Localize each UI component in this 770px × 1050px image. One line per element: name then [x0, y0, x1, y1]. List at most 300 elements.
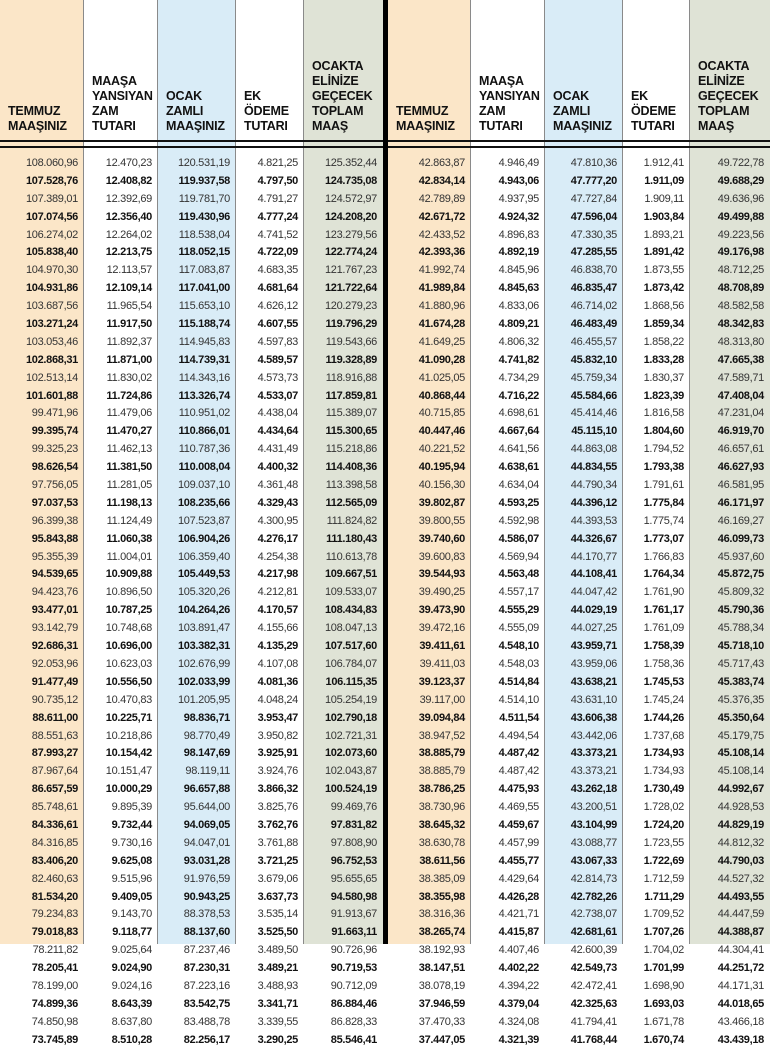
- cell-zam-tutari: 4.563,48: [498, 568, 539, 581]
- cell-ocak-zamli-maas: 110.008,04: [178, 461, 230, 474]
- table-row: [0, 692, 383, 710]
- cell-temmuz-maasi: 41.880,96: [418, 300, 465, 313]
- cell-ocak-zamli-maas: 90.943,25: [183, 890, 230, 903]
- cell-toplam-maas: 117.859,81: [325, 389, 377, 402]
- cell-toplam-maas: 99.469,76: [330, 801, 377, 814]
- cell-temmuz-maasi: 38.355,98: [418, 890, 465, 903]
- table-row: [388, 495, 770, 513]
- cell-toplam-maas: 102.043,87: [324, 765, 377, 778]
- table-row: [0, 960, 383, 978]
- cell-toplam-maas: 49.636,96: [717, 192, 764, 205]
- cell-ek-odeme: 1.794,52: [643, 443, 684, 456]
- cell-toplam-maas: 102.073,60: [324, 747, 377, 760]
- cell-zam-tutari: 4.586,07: [498, 532, 539, 545]
- cell-ek-odeme: 1.709,52: [643, 908, 684, 921]
- cell-toplam-maas: 115.218,86: [325, 443, 377, 456]
- cell-ocak-zamli-maas: 47.285,55: [570, 246, 617, 259]
- cell-zam-tutari: 11.479,06: [106, 407, 152, 420]
- table-row: [388, 1014, 770, 1032]
- cell-ek-odeme: 4.607,55: [257, 318, 298, 331]
- cell-ocak-zamli-maas: 45.832,10: [570, 353, 617, 366]
- cell-ek-odeme: 1.745,53: [643, 675, 684, 688]
- cell-ocak-zamli-maas: 43.200,51: [570, 801, 617, 814]
- cell-zam-tutari: 4.379,04: [498, 997, 539, 1010]
- cell-temmuz-maasi: 78.211,82: [32, 944, 78, 957]
- cell-ocak-zamli-maas: 98.836,71: [183, 711, 230, 724]
- table-row: [388, 459, 770, 477]
- cell-temmuz-maasi: 84.336,61: [31, 818, 78, 831]
- cell-toplam-maas: 48.342,83: [717, 318, 764, 331]
- table-row: [0, 227, 383, 245]
- cell-temmuz-maasi: 39.411,03: [419, 657, 465, 670]
- table-row: [388, 173, 770, 191]
- cell-ek-odeme: 4.438,04: [257, 407, 298, 420]
- cell-ek-odeme: 4.329,43: [257, 496, 298, 509]
- cell-ek-odeme: 4.212,81: [257, 586, 298, 599]
- table-row: [0, 996, 383, 1014]
- cell-toplam-maas: 44.388,87: [717, 926, 764, 939]
- cell-zam-tutari: 4.514,10: [498, 693, 539, 706]
- cell-ek-odeme: 1.734,93: [643, 765, 684, 778]
- cell-temmuz-maasi: 41.090,28: [418, 353, 465, 366]
- table-row: [388, 513, 770, 531]
- cell-temmuz-maasi: 42.834,14: [418, 174, 465, 187]
- header-rule: [388, 140, 770, 142]
- cell-ek-odeme: 4.777,24: [257, 210, 298, 223]
- cell-zam-tutari: 4.569,94: [498, 550, 539, 563]
- cell-toplam-maas: 43.439,18: [717, 1033, 764, 1046]
- cell-zam-tutari: 4.943,06: [498, 174, 539, 187]
- cell-toplam-maas: 45.937,60: [717, 550, 764, 563]
- cell-temmuz-maasi: 39.094,84: [418, 711, 465, 724]
- table-row: [0, 209, 383, 227]
- cell-toplam-maas: 124.572,97: [324, 192, 377, 205]
- cell-ek-odeme: 1.693,03: [643, 997, 684, 1010]
- table-row: [388, 996, 770, 1014]
- cell-temmuz-maasi: 38.265,74: [418, 926, 465, 939]
- cell-temmuz-maasi: 79.234,83: [31, 908, 78, 921]
- cell-temmuz-maasi: 92.053,96: [31, 657, 78, 670]
- cell-temmuz-maasi: 93.142,79: [31, 622, 78, 635]
- cell-ek-odeme: 1.761,90: [643, 586, 684, 599]
- cell-ocak-zamli-maas: 98.119,11: [185, 765, 230, 778]
- table-row: [0, 280, 383, 298]
- cell-zam-tutari: 10.909,88: [105, 568, 152, 581]
- cell-ek-odeme: 1.758,36: [643, 657, 684, 670]
- cell-toplam-maas: 44.790,03: [717, 854, 764, 867]
- cell-toplam-maas: 91.913,67: [330, 908, 377, 921]
- cell-zam-tutari: 10.000,29: [105, 783, 152, 796]
- cell-temmuz-maasi: 39.117,00: [419, 693, 465, 706]
- column-header-ocak-zamli-maas: OCAK ZAMLI MAAŞINIZ: [166, 89, 225, 133]
- cell-ocak-zamli-maas: 46.455,57: [570, 335, 617, 348]
- cell-temmuz-maasi: 38.885,79: [418, 747, 465, 760]
- cell-toplam-maas: 43.466,18: [717, 1015, 764, 1028]
- cell-ek-odeme: 1.745,24: [643, 693, 684, 706]
- cell-zam-tutari: 9.024,16: [111, 979, 152, 992]
- cell-ocak-zamli-maas: 43.262,18: [570, 783, 617, 796]
- cell-ek-odeme: 4.170,57: [257, 604, 298, 617]
- cell-temmuz-maasi: 99.395,74: [31, 425, 78, 438]
- table-row: [388, 924, 770, 942]
- cell-ek-odeme: 4.155,66: [257, 622, 298, 635]
- cell-ek-odeme: 1.909,11: [644, 192, 684, 205]
- table-row: [0, 531, 383, 549]
- cell-toplam-maas: 97.808,90: [330, 836, 377, 849]
- cell-ek-odeme: 1.903,84: [643, 210, 684, 223]
- cell-temmuz-maasi: 39.802,87: [418, 496, 465, 509]
- cell-ek-odeme: 1.873,42: [643, 282, 684, 295]
- cell-toplam-maas: 106.115,35: [325, 675, 377, 688]
- table-row: [0, 602, 383, 620]
- cell-temmuz-maasi: 41.674,28: [418, 318, 465, 331]
- cell-ek-odeme: 4.081,36: [257, 675, 298, 688]
- table-row: [0, 728, 383, 746]
- table-row: [388, 191, 770, 209]
- cell-ocak-zamli-maas: 45.584,66: [570, 389, 617, 402]
- cell-ocak-zamli-maas: 44.108,41: [570, 568, 617, 581]
- cell-ek-odeme: 4.135,29: [257, 640, 298, 653]
- cell-ocak-zamli-maas: 98.770,49: [183, 729, 230, 742]
- cell-toplam-maas: 91.663,11: [331, 926, 377, 939]
- cell-ek-odeme: 3.339,55: [257, 1015, 298, 1028]
- cell-toplam-maas: 48.708,89: [717, 282, 764, 295]
- cell-zam-tutari: 4.924,32: [498, 210, 539, 223]
- cell-temmuz-maasi: 84.316,85: [31, 836, 78, 849]
- cell-ek-odeme: 4.791,27: [257, 192, 298, 205]
- cell-zam-tutari: 12.408,82: [105, 174, 152, 187]
- table-row: [388, 942, 770, 960]
- cell-zam-tutari: 9.732,44: [111, 818, 152, 831]
- cell-temmuz-maasi: 108.060,96: [25, 157, 78, 169]
- cell-ek-odeme: 1.761,09: [643, 622, 684, 635]
- table-row: [0, 817, 383, 835]
- cell-zam-tutari: 4.716,22: [498, 389, 539, 402]
- cell-toplam-maas: 48.313,80: [717, 335, 764, 348]
- table-row: [388, 155, 770, 173]
- cell-temmuz-maasi: 38.385,09: [418, 872, 465, 885]
- cell-toplam-maas: 111.824,82: [326, 514, 377, 527]
- cell-toplam-maas: 100.524,19: [324, 783, 377, 796]
- cell-temmuz-maasi: 39.800,55: [418, 514, 465, 527]
- cell-ek-odeme: 4.821,25: [257, 157, 298, 169]
- cell-ek-odeme: 1.737,68: [643, 729, 684, 742]
- cell-ocak-zamli-maas: 88.137,60: [183, 926, 230, 939]
- cell-ocak-zamli-maas: 119.781,70: [178, 192, 230, 205]
- table-row: [0, 441, 383, 459]
- table-row: [388, 298, 770, 316]
- table-row: [388, 871, 770, 889]
- cell-temmuz-maasi: 74.899,36: [31, 997, 78, 1010]
- table-row: [0, 298, 383, 316]
- cell-ek-odeme: 1.670,74: [643, 1033, 684, 1046]
- cell-ek-odeme: 3.489,50: [257, 944, 298, 957]
- cell-ocak-zamli-maas: 47.330,35: [570, 228, 617, 241]
- cell-toplam-maas: 119.796,29: [325, 318, 377, 331]
- cell-ocak-zamli-maas: 94.069,05: [183, 818, 230, 831]
- cell-temmuz-maasi: 82.460,63: [31, 872, 78, 885]
- table-row: [388, 334, 770, 352]
- table-row: [0, 405, 383, 423]
- cell-toplam-maas: 109.667,51: [324, 568, 377, 581]
- cell-toplam-maas: 46.627,93: [717, 461, 764, 474]
- cell-ek-odeme: 4.217,98: [257, 568, 298, 581]
- cell-ek-odeme: 1.804,60: [643, 425, 684, 438]
- cell-toplam-maas: 44.928,53: [717, 801, 764, 814]
- table-row: [0, 316, 383, 334]
- cell-zam-tutari: 4.426,28: [498, 890, 539, 903]
- header-rule: [0, 146, 383, 148]
- column-header-toplam-maas: OCAKTA ELİNİZE GEÇECEK TOPLAM MAAŞ: [698, 59, 759, 133]
- cell-ocak-zamli-maas: 44.170,77: [570, 550, 617, 563]
- cell-ocak-zamli-maas: 114.343,16: [178, 371, 230, 384]
- table-row: [0, 853, 383, 871]
- cell-ek-odeme: 1.830,37: [643, 371, 684, 384]
- cell-zam-tutari: 10.225,71: [105, 711, 152, 724]
- cell-ek-odeme: 1.893,21: [643, 228, 684, 241]
- cell-temmuz-maasi: 40.221,52: [418, 443, 465, 456]
- cell-temmuz-maasi: 102.513,14: [25, 371, 78, 384]
- cell-ek-odeme: 3.950,82: [257, 729, 298, 742]
- table-row: [0, 334, 383, 352]
- cell-toplam-maas: 44.829,19: [717, 818, 764, 831]
- cell-ocak-zamli-maas: 43.638,21: [570, 675, 617, 688]
- cell-ocak-zamli-maas: 46.714,02: [570, 300, 617, 313]
- cell-ek-odeme: 3.762,76: [257, 818, 298, 831]
- table-row: [388, 763, 770, 781]
- table-row: [0, 1014, 383, 1032]
- cell-ocak-zamli-maas: 98.147,69: [183, 747, 230, 760]
- table-row: [388, 728, 770, 746]
- cell-temmuz-maasi: 39.473,90: [418, 604, 465, 617]
- cell-ek-odeme: 4.300,95: [257, 514, 298, 527]
- cell-toplam-maas: 44.171,31: [717, 979, 764, 992]
- cell-toplam-maas: 96.752,53: [330, 854, 377, 867]
- cell-temmuz-maasi: 38.611,56: [419, 854, 465, 867]
- cell-ocak-zamli-maas: 43.104,99: [570, 818, 617, 831]
- cell-zam-tutari: 4.475,93: [498, 783, 539, 796]
- table-row: [0, 745, 383, 763]
- cell-zam-tutari: 4.455,77: [498, 854, 539, 867]
- table-row: [388, 566, 770, 584]
- table-row: [0, 620, 383, 638]
- cell-ek-odeme: 4.597,83: [257, 335, 298, 348]
- cell-ocak-zamli-maas: 114.739,31: [178, 353, 230, 366]
- cell-temmuz-maasi: 88.611,00: [32, 711, 78, 724]
- table-row: [0, 1032, 383, 1050]
- cell-temmuz-maasi: 94.423,76: [31, 586, 78, 599]
- cell-toplam-maas: 108.434,83: [324, 604, 377, 617]
- cell-zam-tutari: 4.494,54: [498, 729, 539, 742]
- cell-temmuz-maasi: 39.123,37: [418, 675, 465, 688]
- column-header-ocak-zamli-maas: OCAK ZAMLI MAAŞINIZ: [553, 89, 612, 133]
- cell-temmuz-maasi: 106.274,02: [25, 228, 78, 241]
- cell-temmuz-maasi: 107.389,01: [25, 192, 78, 205]
- table-row: [0, 763, 383, 781]
- cell-ocak-zamli-maas: 43.606,38: [570, 711, 617, 724]
- cell-temmuz-maasi: 40.156,30: [418, 479, 465, 492]
- cell-zam-tutari: 4.946,49: [498, 157, 539, 169]
- table-row: [388, 674, 770, 692]
- cell-ocak-zamli-maas: 118.052,15: [178, 246, 230, 259]
- cell-temmuz-maasi: 81.534,20: [31, 890, 78, 903]
- cell-zam-tutari: 4.809,21: [498, 318, 539, 331]
- cell-temmuz-maasi: 98.626,54: [31, 461, 78, 474]
- table-row: [388, 531, 770, 549]
- cell-zam-tutari: 4.402,22: [498, 962, 539, 975]
- cell-ek-odeme: 1.859,34: [643, 318, 684, 331]
- cell-ek-odeme: 4.400,32: [257, 461, 298, 474]
- cell-temmuz-maasi: 107.074,56: [25, 210, 78, 223]
- cell-toplam-maas: 45.383,74: [717, 675, 764, 688]
- cell-temmuz-maasi: 101.601,88: [25, 389, 78, 402]
- cell-zam-tutari: 10.896,50: [105, 586, 152, 599]
- table-row: [388, 799, 770, 817]
- cell-temmuz-maasi: 40.868,44: [418, 389, 465, 402]
- cell-temmuz-maasi: 79.018,83: [31, 926, 78, 939]
- cell-ek-odeme: 1.833,28: [643, 353, 684, 366]
- cell-ocak-zamli-maas: 106.359,40: [177, 550, 230, 563]
- cell-zam-tutari: 9.024,90: [111, 962, 152, 975]
- table-row: [0, 173, 383, 191]
- cell-temmuz-maasi: 91.477,49: [31, 675, 78, 688]
- cell-temmuz-maasi: 38.947,52: [418, 729, 465, 742]
- table-row: [388, 423, 770, 441]
- cell-ocak-zamli-maas: 88.378,53: [183, 908, 230, 921]
- cell-ocak-zamli-maas: 44.029,19: [570, 604, 617, 617]
- cell-temmuz-maasi: 104.970,30: [25, 264, 78, 277]
- cell-ek-odeme: 1.791,61: [643, 479, 684, 492]
- header-row: [0, 0, 383, 140]
- cell-toplam-maas: 90.719,53: [330, 962, 377, 975]
- cell-zam-tutari: 4.734,29: [498, 371, 539, 384]
- cell-ek-odeme: 4.434,64: [257, 425, 298, 438]
- cell-temmuz-maasi: 96.399,38: [31, 514, 78, 527]
- cell-ek-odeme: 3.290,25: [257, 1033, 298, 1046]
- cell-ek-odeme: 1.744,26: [643, 711, 684, 724]
- cell-ek-odeme: 1.701,99: [643, 962, 684, 975]
- cell-temmuz-maasi: 97.756,05: [31, 479, 78, 492]
- column-header-zam-tutari: MAAŞA YANSIYAN ZAM TUTARI: [92, 74, 153, 133]
- table-row: [0, 674, 383, 692]
- cell-temmuz-maasi: 38.885,79: [418, 765, 465, 778]
- cell-ocak-zamli-maas: 115.653,10: [178, 300, 230, 313]
- column-header-temmuz-maasi: TEMMUZ MAAŞINIZ: [8, 104, 67, 133]
- cell-zam-tutari: 4.806,32: [498, 335, 539, 348]
- cell-ek-odeme: 4.254,38: [257, 550, 298, 563]
- cell-toplam-maas: 45.872,75: [717, 568, 764, 581]
- cell-zam-tutari: 9.515,96: [111, 872, 152, 885]
- cell-zam-tutari: 4.896,83: [498, 228, 539, 241]
- cell-ek-odeme: 4.589,57: [257, 353, 298, 366]
- cell-temmuz-maasi: 87.993,27: [31, 747, 78, 760]
- cell-ocak-zamli-maas: 44.047,42: [570, 586, 617, 599]
- cell-ocak-zamli-maas: 44.027,25: [570, 622, 617, 635]
- cell-zam-tutari: 11.004,01: [106, 550, 152, 563]
- table-row: [388, 262, 770, 280]
- cell-temmuz-maasi: 95.843,88: [31, 532, 78, 545]
- cell-ek-odeme: 1.912,41: [643, 157, 684, 169]
- cell-ocak-zamli-maas: 110.951,02: [178, 407, 230, 420]
- cell-ek-odeme: 1.734,93: [643, 747, 684, 760]
- table-row: [0, 513, 383, 531]
- cell-ocak-zamli-maas: 118.538,04: [178, 228, 230, 241]
- cell-ocak-zamli-maas: 119.430,96: [178, 210, 230, 223]
- cell-ek-odeme: 1.766,83: [643, 550, 684, 563]
- cell-toplam-maas: 46.171,97: [717, 496, 764, 509]
- cell-temmuz-maasi: 104.931,86: [25, 282, 78, 295]
- cell-zam-tutari: 4.698,61: [498, 407, 539, 420]
- cell-toplam-maas: 108.047,13: [324, 622, 377, 635]
- table-row: [0, 942, 383, 960]
- cell-zam-tutari: 10.787,25: [105, 604, 152, 617]
- cell-toplam-maas: 121.722,64: [324, 282, 377, 295]
- table-row: [388, 280, 770, 298]
- cell-zam-tutari: 4.667,64: [498, 425, 539, 438]
- cell-temmuz-maasi: 41.989,84: [418, 282, 465, 295]
- column-header-temmuz-maasi: TEMMUZ MAAŞINIZ: [396, 104, 455, 133]
- cell-temmuz-maasi: 40.715,85: [418, 407, 465, 420]
- cell-ek-odeme: 1.723,55: [643, 836, 684, 849]
- cell-zam-tutari: 4.421,71: [498, 908, 539, 921]
- table-body: [0, 155, 383, 1050]
- cell-toplam-maas: 44.493,55: [717, 890, 764, 903]
- cell-zam-tutari: 11.198,13: [106, 496, 152, 509]
- cell-temmuz-maasi: 102.868,31: [25, 353, 78, 366]
- cell-ocak-zamli-maas: 93.031,28: [183, 854, 230, 867]
- table-row: [0, 244, 383, 262]
- cell-toplam-maas: 46.581,95: [717, 479, 764, 492]
- table-row: [388, 209, 770, 227]
- cell-ek-odeme: 4.048,24: [257, 693, 298, 706]
- table-row: [0, 477, 383, 495]
- cell-zam-tutari: 4.457,99: [498, 836, 539, 849]
- table-row: [0, 549, 383, 567]
- cell-ek-odeme: 3.925,91: [257, 747, 298, 760]
- table-row: [388, 441, 770, 459]
- cell-temmuz-maasi: 103.053,46: [25, 335, 78, 348]
- cell-toplam-maas: 45.108,14: [717, 765, 764, 778]
- cell-ek-odeme: 4.431,49: [257, 443, 298, 456]
- cell-zam-tutari: 10.470,83: [105, 693, 152, 706]
- cell-toplam-maas: 45.108,14: [717, 747, 764, 760]
- cell-ocak-zamli-maas: 44.396,12: [570, 496, 617, 509]
- cell-toplam-maas: 44.812,32: [717, 836, 764, 849]
- cell-ek-odeme: 3.866,32: [257, 783, 298, 796]
- cell-toplam-maas: 47.665,38: [717, 353, 764, 366]
- table-row: [388, 244, 770, 262]
- cell-ocak-zamli-maas: 43.373,21: [570, 747, 617, 760]
- cell-toplam-maas: 119.543,66: [325, 335, 377, 348]
- table-row: [388, 978, 770, 996]
- cell-zam-tutari: 9.143,70: [111, 908, 152, 921]
- table-body: [388, 155, 770, 1050]
- table-row: [388, 388, 770, 406]
- cell-ek-odeme: 1.671,78: [643, 1015, 684, 1028]
- cell-zam-tutari: 11.124,49: [106, 514, 152, 527]
- table-row: [388, 477, 770, 495]
- cell-zam-tutari: 11.470,27: [106, 425, 152, 438]
- cell-zam-tutari: 4.429,64: [498, 872, 539, 885]
- cell-zam-tutari: 11.965,54: [106, 300, 152, 313]
- cell-ocak-zamli-maas: 42.782,26: [570, 890, 617, 903]
- table-row: [0, 584, 383, 602]
- cell-ocak-zamli-maas: 45.115,10: [571, 425, 617, 438]
- cell-ocak-zamli-maas: 102.033,99: [177, 675, 230, 688]
- cell-ocak-zamli-maas: 104.264,26: [177, 604, 230, 617]
- cell-ocak-zamli-maas: 95.644,00: [183, 801, 230, 814]
- cell-toplam-maas: 48.712,25: [717, 264, 764, 277]
